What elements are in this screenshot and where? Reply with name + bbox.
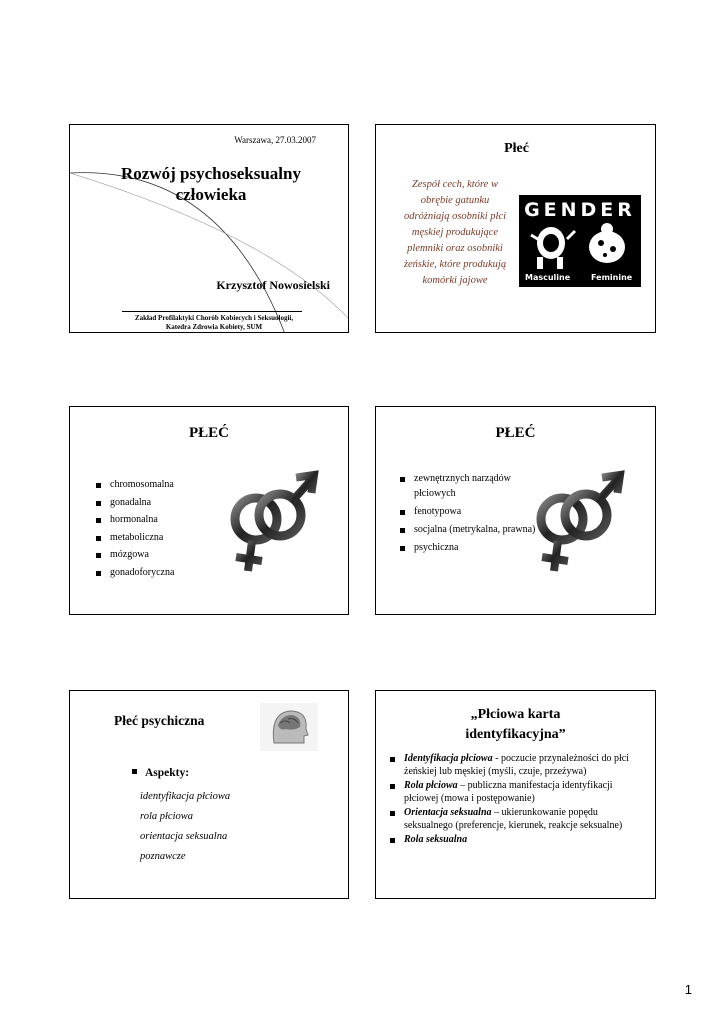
list-item: psychiczna (400, 540, 540, 555)
presentation-date: Warszawa, 27.03.2007 (234, 135, 316, 145)
author-name: Krzysztof Nowosielski (216, 278, 330, 292)
masculine-label: Masculine (525, 273, 571, 282)
aspect-item: identyfikacja płciowa (140, 791, 231, 802)
slide-title: PŁEĆ (495, 425, 536, 441)
affiliation-line-1: Zakład Profilaktyki Chorób Kobiecych i Seksuologii, (134, 314, 294, 322)
slide-title: Płeć psychiczna (114, 713, 205, 728)
title-line-1: Rozwój psychoseksualny (121, 164, 301, 183)
sex-definition: Zespół cech, które w obrębie gatunku odróżniają osobniki płci męskiej produkujące plemniki oraz osobniki żeńskie, które produkują komórki jajowe (403, 179, 507, 286)
term: Identyfikacja płciowa (404, 753, 493, 764)
slide-title: PŁEĆ (188, 425, 229, 441)
aspect-item: poznawcze (140, 851, 186, 862)
title-line-2: identyfikacyjna” (465, 727, 566, 742)
list-item: gonadalna (96, 494, 174, 512)
list-item (390, 780, 640, 805)
affiliation-line-2: Katedra Zdrowia Kobiety, SUM (165, 323, 263, 331)
list-item: chromosomalna (96, 476, 174, 494)
slide-plec-definition (375, 124, 656, 333)
slide-title (69, 124, 349, 333)
slide-title: Płeć (504, 141, 529, 156)
term-description: – ukierunkowanie popędu seksualnego (preferencje, kierunek, reakcje seksualne) (404, 807, 623, 831)
list-item (390, 834, 640, 847)
list-item: zewnętrznych narządów płciowych (400, 471, 540, 501)
term: Rola płciowa (404, 780, 458, 791)
list-item: hormonalna (96, 511, 174, 529)
slide-identity-card (375, 690, 656, 899)
slide-plec-types-2 (375, 406, 656, 615)
gender-image (519, 195, 641, 287)
aspects-list (140, 787, 230, 867)
term-description: – publiczna manifestacja identyfikacji płciowej (mowa i postępowanie) (404, 780, 613, 804)
identity-card-list (390, 753, 640, 849)
decorative-arcs (70, 125, 349, 333)
aspect-item: orientacja seksualna (140, 831, 228, 842)
list-item (390, 807, 640, 832)
list-item: fenotypowa (400, 504, 540, 519)
list-item: metaboliczna (96, 529, 174, 547)
brain-head-icon (260, 703, 318, 751)
gender-symbols-icon (528, 469, 628, 579)
page-number: 1 (684, 982, 692, 997)
gender-symbols-icon (222, 469, 322, 579)
title-line-1: „Płciowa karta (470, 707, 561, 722)
list-item: socjalna (metrykalna, prawna) (400, 522, 540, 537)
slide-psychological-sex (69, 690, 349, 899)
divider (122, 311, 302, 312)
aspects-heading: Aspekty: (132, 767, 189, 779)
gender-word: GENDER (524, 199, 636, 221)
title-line-2: człowieka (175, 185, 247, 204)
term: Orientacja seksualna (404, 807, 492, 818)
feminine-label: Feminine (591, 273, 633, 282)
slide-plec-types (69, 406, 349, 615)
list-item (390, 753, 640, 778)
sex-types-list (400, 471, 540, 558)
masculine-feminine-figures-icon (527, 221, 633, 271)
slide-title (376, 705, 655, 745)
term: Rola seksualna (404, 834, 468, 845)
list-item: mózgowa (96, 546, 174, 564)
affiliation (114, 314, 314, 332)
aspect-item: rola płciowa (140, 811, 193, 822)
term-description: - poczucie przynależności do płci żeńskiej lub męskiej (myśli, czuje, przeżywa) (404, 753, 629, 777)
list-item: gonadoforyczna (96, 564, 174, 582)
sex-types-list (96, 476, 174, 581)
presentation-title (100, 163, 322, 205)
